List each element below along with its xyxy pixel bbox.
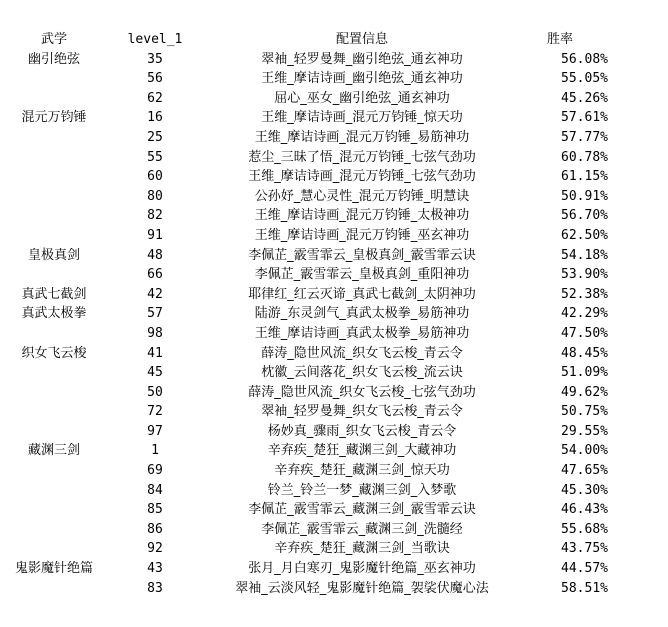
- table-row: [0, 108, 668, 128]
- cell-config: 王维_摩诘诗画_幽引绝弦_通玄神功: [261, 71, 463, 87]
- cell-level: 91: [147, 227, 163, 243]
- cell-level: 60: [147, 169, 163, 185]
- cell-level: 55: [147, 149, 163, 165]
- table-row: [0, 128, 668, 148]
- table-row: [0, 167, 668, 187]
- cell-rate: 45.30%: [561, 482, 608, 498]
- cell-level: 97: [147, 423, 163, 439]
- cell-level: 66: [147, 267, 163, 283]
- table-row: [0, 304, 668, 324]
- cell-config: 张月_月白寒刃_鬼影魔针绝篇_巫玄神功: [248, 561, 476, 577]
- cell-config: 耶律红_红云灭谛_真武七截剑_太阴神功: [248, 286, 476, 302]
- table-row: [0, 383, 668, 403]
- cell-rate: 50.75%: [561, 404, 608, 420]
- cell-level: 56: [147, 71, 163, 87]
- cell-rate: 56.08%: [561, 51, 608, 67]
- cell-rate: 55.68%: [561, 521, 608, 537]
- cell-level: 62: [147, 90, 163, 106]
- table-row: [0, 50, 668, 70]
- cell-config: 王维_摩诘诗画_混元万钧锤_易筋神功: [254, 129, 470, 145]
- table-row: [0, 324, 668, 344]
- cell-config: 薛涛_隐世风流_织女飞云梭_青云令: [261, 345, 463, 361]
- cell-rate: 46.43%: [561, 502, 608, 518]
- cell-config: 惹尘_三昧了悟_混元万钧锤_七弦气劲功: [248, 149, 476, 165]
- table-row: [0, 559, 668, 579]
- cell-skill: 藏渊三剑: [27, 443, 80, 459]
- cell-rate: 48.45%: [561, 345, 608, 361]
- cell-config: 公孙妤_慧心灵性_混元万钧锤_明慧诀: [254, 188, 470, 204]
- header-rate: 胜率: [546, 32, 573, 47]
- cell-rate: 29.55%: [561, 423, 608, 439]
- cell-level: 80: [147, 188, 163, 204]
- cell-config: 陆游_东灵剑气_真武太极拳_易筋神功: [254, 306, 470, 322]
- table-body: [0, 50, 668, 599]
- cell-level: 92: [147, 541, 163, 557]
- cell-level: 35: [147, 51, 163, 67]
- cell-level: 45: [147, 365, 163, 381]
- table-row: [0, 206, 668, 226]
- cell-config: 薛涛_隐世风流_织女飞云梭_七弦气劲功: [248, 384, 476, 400]
- cell-level: 25: [147, 129, 163, 145]
- cell-level: 16: [147, 110, 163, 126]
- cell-rate: 62.50%: [561, 227, 608, 243]
- cell-rate: 54.00%: [561, 443, 608, 459]
- cell-rate: 52.38%: [561, 286, 608, 302]
- cell-config: 王维_摩诘诗画_混元万钧锤_巫玄神功: [254, 227, 470, 243]
- cell-config: 翠袖_轻罗曼舞_织女飞云梭_青云令: [261, 404, 463, 420]
- table-row: [0, 539, 668, 559]
- table-row: [0, 500, 668, 520]
- cell-config: 屈心_巫女_幽引绝弦_通玄神功: [274, 90, 450, 106]
- cell-config: 辛弃疾_楚狂_藏渊三剑_惊天功: [274, 463, 450, 479]
- cell-config: 王维_摩诘诗画_混元万钧锤_太极神功: [254, 208, 470, 224]
- cell-level: 50: [147, 384, 163, 400]
- cell-rate: 57.61%: [561, 110, 608, 126]
- table-row: [0, 461, 668, 481]
- cell-skill: 织女飞云梭: [21, 345, 87, 361]
- cell-level: 42: [147, 286, 163, 302]
- cell-config: 王维_摩诘诗画_混元万钧锤_惊天功: [261, 110, 463, 126]
- cell-level: 41: [147, 345, 163, 361]
- cell-level: 43: [147, 561, 163, 577]
- table-row: [0, 402, 668, 422]
- header-row: [0, 30, 668, 50]
- cell-level: 82: [147, 208, 163, 224]
- table-row: [0, 363, 668, 383]
- cell-rate: 50.91%: [561, 188, 608, 204]
- cell-level: 86: [147, 521, 163, 537]
- cell-level: 98: [147, 325, 163, 341]
- table-row: [0, 422, 668, 442]
- cell-skill: 真武太极拳: [21, 306, 87, 322]
- cell-config: 翠袖_云淡风轻_鬼影魔针绝篇_袈裟伏魔心法: [235, 580, 489, 596]
- cell-rate: 53.90%: [561, 267, 608, 283]
- table-row: [0, 579, 668, 599]
- cell-skill: 皇极真剑: [27, 247, 80, 263]
- cell-rate: 42.29%: [561, 306, 608, 322]
- cell-rate: 49.62%: [561, 384, 608, 400]
- cell-rate: 45.26%: [561, 90, 608, 106]
- cell-rate: 54.18%: [561, 247, 608, 263]
- cell-config: 铃兰_铃兰一梦_藏渊三剑_入梦歌: [267, 482, 457, 498]
- cell-rate: 43.75%: [561, 541, 608, 557]
- header-level: level_1: [127, 32, 183, 47]
- cell-level: 69: [147, 463, 163, 479]
- cell-rate: 47.50%: [561, 325, 608, 341]
- cell-config: 李佩芷_霰雪霏云_皇极真剑_霰雪霏云诀: [248, 247, 476, 263]
- cell-rate: 56.70%: [561, 208, 608, 224]
- cell-config: 李佩芷_霰雪霏云_藏渊三剑_洗髓经: [261, 521, 463, 537]
- table-row: [0, 441, 668, 461]
- table-row: [0, 481, 668, 501]
- cell-level: 83: [147, 580, 163, 596]
- cell-config: 李佩芷_霰雪霏云_皇极真剑_重阳神功: [254, 267, 470, 283]
- cell-rate: 60.78%: [561, 149, 608, 165]
- cell-skill: 鬼影魔针绝篇: [14, 561, 93, 577]
- cell-rate: 55.05%: [561, 71, 608, 87]
- cell-rate: 44.57%: [561, 561, 608, 577]
- cell-rate: 61.15%: [561, 169, 608, 185]
- table-row: [0, 187, 668, 207]
- cell-config: 辛弃疾_楚狂_藏渊三剑_当歌诀: [274, 541, 450, 557]
- table-row: [0, 285, 668, 305]
- cell-level: 72: [147, 404, 163, 420]
- cell-rate: 57.77%: [561, 129, 608, 145]
- cell-config: 翠袖_轻罗曼舞_幽引绝弦_通玄神功: [261, 51, 463, 67]
- cell-level: 48: [147, 247, 163, 263]
- table-row: [0, 148, 668, 168]
- table-row: [0, 344, 668, 364]
- cell-level: 57: [147, 306, 163, 322]
- cell-level: 85: [147, 502, 163, 518]
- table-row: [0, 520, 668, 540]
- cell-rate: 58.51%: [561, 580, 608, 596]
- cell-config: 辛弃疾_楚狂_藏渊三剑_大藏神功: [267, 443, 457, 459]
- table-row: [0, 265, 668, 285]
- table-row: [0, 89, 668, 109]
- cell-skill: 真武七截剑: [21, 286, 87, 302]
- table-row: [0, 226, 668, 246]
- header-skill: 武学: [40, 32, 67, 47]
- cell-level: 1: [151, 443, 159, 459]
- cell-skill: 幽引绝弦: [27, 51, 80, 67]
- cell-level: 84: [147, 482, 163, 498]
- cell-skill: 混元万钧锤: [21, 110, 87, 126]
- cell-config: 李佩芷_霰雪霏云_藏渊三剑_霰雪霏云诀: [248, 502, 476, 518]
- cell-rate: 51.09%: [561, 365, 608, 381]
- cell-config: 王维_摩诘诗画_混元万钧锤_七弦气劲功: [248, 169, 476, 185]
- header-config: 配置信息: [335, 32, 388, 47]
- cell-rate: 47.65%: [561, 463, 608, 479]
- table-row: [0, 69, 668, 89]
- table-row: [0, 246, 668, 266]
- cell-config: 王维_摩诘诗画_真武太极拳_易筋神功: [254, 325, 470, 341]
- cell-config: 枕徽_云间落花_织女飞云梭_流云诀: [261, 365, 463, 381]
- cell-config: 杨妙真_骤雨_织女飞云梭_青云令: [267, 423, 457, 439]
